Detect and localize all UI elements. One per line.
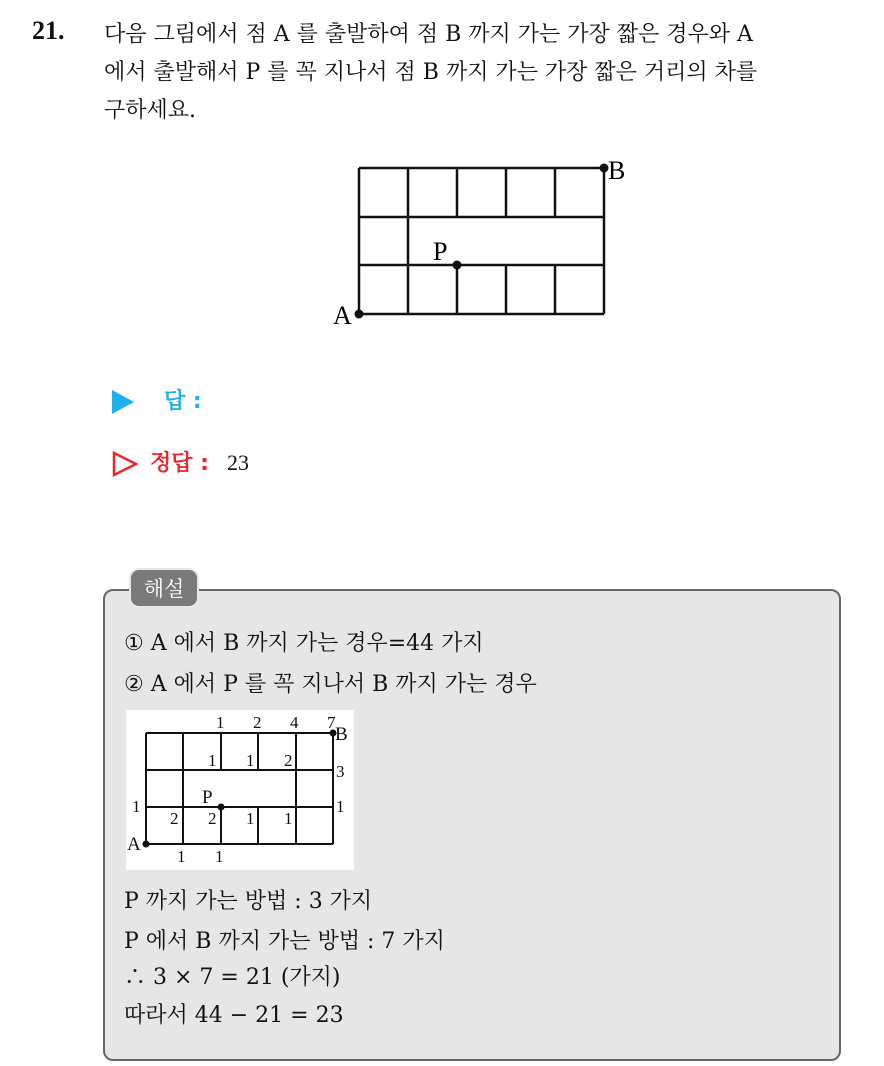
answer-label: 답 :: [164, 389, 202, 414]
solution-tag: 해설: [129, 568, 199, 608]
fig-top-3: 4: [290, 713, 299, 732]
correct-answer-row: [112, 446, 249, 477]
filled-triangle-icon: [112, 390, 134, 414]
fig-upper-2: 1: [246, 751, 255, 770]
fig-upper-3: 2: [284, 751, 293, 770]
solution-grid-figure: [126, 710, 354, 870]
fig-right-1: 3: [336, 762, 345, 781]
fig-top-4: 7: [327, 713, 336, 732]
fig-lower-4: 1: [284, 809, 293, 828]
fig-bottom-2: 1: [215, 847, 224, 866]
label-p: P: [433, 237, 448, 266]
point-a-dot: [355, 310, 364, 319]
solution-line-6: 따라서 44 − 21 = 23: [124, 1003, 344, 1028]
point-p-dot: [453, 261, 462, 270]
solution-line-3: P 까지 가는 방법 : 3 가지: [124, 889, 373, 914]
outline-triangle-icon: [112, 451, 138, 477]
correct-answer-label: 정답 :: [150, 451, 209, 476]
fig-right-2: 1: [336, 797, 345, 816]
fig-left-1: 1: [132, 797, 141, 816]
solution-line-5: ∴ 3 × 7 = 21 (가지): [124, 965, 341, 990]
fig-bottom-1: 1: [177, 847, 186, 866]
fig-lower-2: 2: [208, 809, 217, 828]
question-number: 21.: [32, 16, 65, 45]
solution-step-2: ② A 에서 P 를 꼭 지나서 B 까지 가는 경우: [124, 672, 537, 697]
answer-row: [112, 384, 202, 415]
solution-line-4: P 에서 B 까지 가는 방법 : 7 가지: [124, 929, 445, 954]
correct-answer-value: 23: [226, 450, 249, 475]
label-a: A: [333, 301, 352, 330]
fig-label-a: A: [127, 834, 141, 855]
fig-top-2: 2: [253, 713, 262, 732]
solution-step-1: ① A 에서 B 까지 가는 경우=44 가지: [124, 631, 484, 656]
fig-upper-1: 1: [208, 751, 217, 770]
question-text: [104, 16, 874, 130]
fig-top-1: 1: [216, 713, 225, 732]
label-b: B: [608, 156, 626, 185]
question-line-1: 다음 그림에서 점 A 를 출발하여 점 B 까지 가는 가장 짧은 경우와 A: [104, 22, 753, 47]
question-line-3: 구하세요.: [104, 98, 197, 123]
fig-label-p: P: [202, 787, 213, 808]
question-line-2: 에서 출발해서 P 를 꼭 지나서 점 B 까지 가는 가장 짧은 거리의 차를: [104, 60, 758, 85]
fig-lower-1: 2: [170, 809, 179, 828]
fig-lower-3: 1: [246, 809, 255, 828]
fig-label-b: B: [335, 724, 348, 745]
grid-figure: [320, 150, 640, 335]
